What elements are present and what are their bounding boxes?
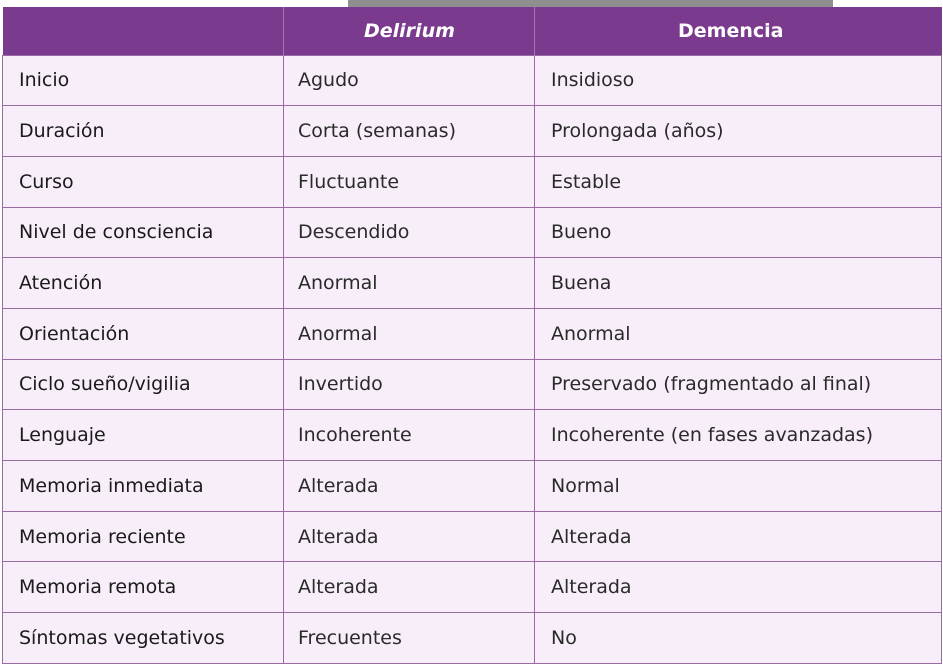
table-row <box>3 55 942 106</box>
table-row <box>3 410 942 461</box>
table-row <box>3 359 942 410</box>
demencia-cell: Estable <box>535 156 942 207</box>
demencia-cell: Alterada <box>535 562 942 613</box>
demencia-cell: No <box>535 613 942 664</box>
delirium-cell: Descendido <box>284 207 535 258</box>
row-label: Memoria reciente <box>3 511 284 562</box>
demencia-cell: Anormal <box>535 308 942 359</box>
header-demencia: Demencia <box>535 7 942 55</box>
table-header-row <box>3 7 942 55</box>
demencia-cell: Alterada <box>535 511 942 562</box>
delirium-cell: Alterada <box>284 511 535 562</box>
table-row <box>3 562 942 613</box>
delirium-cell: Incoherente <box>284 410 535 461</box>
delirium-cell: Alterada <box>284 461 535 512</box>
row-label: Inicio <box>3 55 284 106</box>
table-row <box>3 308 942 359</box>
table-row <box>3 106 942 157</box>
delirium-cell: Corta (semanas) <box>284 106 535 157</box>
demencia-cell: Prolongada (años) <box>535 106 942 157</box>
row-label: Ciclo sueño/vigilia <box>3 359 284 410</box>
demencia-cell: Insidioso <box>535 55 942 106</box>
row-label: Nivel de consciencia <box>3 207 284 258</box>
table-row <box>3 613 942 664</box>
table-row <box>3 511 942 562</box>
delirium-cell: Anormal <box>284 308 535 359</box>
header-empty-cell <box>3 7 284 55</box>
row-label: Memoria inmediata <box>3 461 284 512</box>
demencia-cell: Bueno <box>535 207 942 258</box>
demencia-cell: Buena <box>535 258 942 309</box>
row-label: Atención <box>3 258 284 309</box>
row-label: Curso <box>3 156 284 207</box>
delirium-cell: Agudo <box>284 55 535 106</box>
header-delirium: Delirium <box>284 7 535 55</box>
delirium-cell: Fluctuante <box>284 156 535 207</box>
demencia-cell: Preservado (fragmentado al final) <box>535 359 942 410</box>
row-label: Memoria remota <box>3 562 284 613</box>
comparison-table <box>2 7 942 664</box>
row-label: Orientación <box>3 308 284 359</box>
row-label: Síntomas vegetativos <box>3 613 284 664</box>
table-row <box>3 207 942 258</box>
delirium-cell: Alterada <box>284 562 535 613</box>
delirium-cell: Invertido <box>284 359 535 410</box>
delirium-cell: Anormal <box>284 258 535 309</box>
demencia-cell: Normal <box>535 461 942 512</box>
delirium-cell: Frecuentes <box>284 613 535 664</box>
table-row <box>3 258 942 309</box>
row-label: Duración <box>3 106 284 157</box>
table-row <box>3 461 942 512</box>
table-row <box>3 156 942 207</box>
demencia-cell: Incoherente (en fases avanzadas) <box>535 410 942 461</box>
row-label: Lenguaje <box>3 410 284 461</box>
